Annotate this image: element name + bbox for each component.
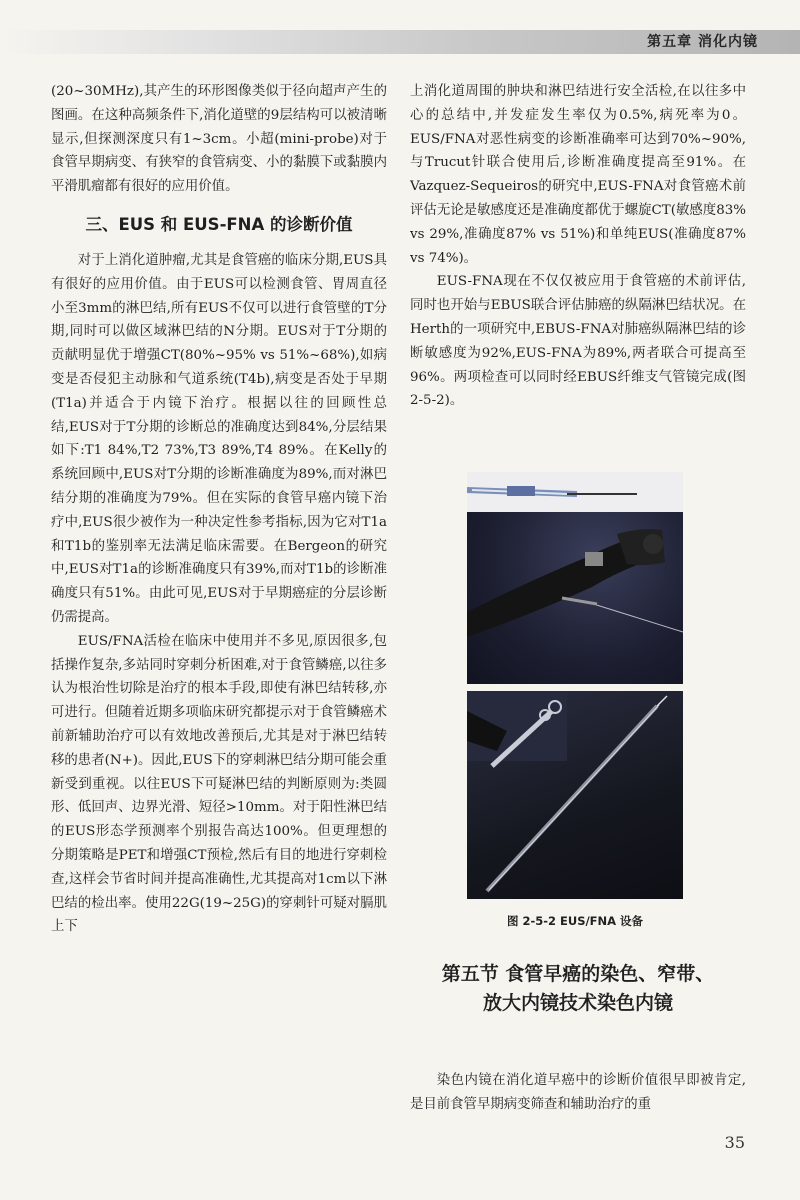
figure-photo-endoscope-tip <box>467 472 683 684</box>
figure-photo-fna-needle <box>467 691 683 899</box>
section-five-heading-line2: 放大内镜技术染色内镜 <box>482 992 673 1014</box>
paragraph-eus-fna: EUS/FNA活检在临床中使用并不多见,原因很多,包括操作复杂,多站同时穿刺分析困难,对于食管鳞癌,以往多认为根治性切除是治疗的根本手段,即使有淋巴结转移,亦可进行。但随着近期多项临床研究都提示对于食管鳞癌术前新辅助治疗可以有效地改善预后,尤其是对于淋巴结转移的患者(N+)。因此,EUS下的穿刺淋巴结分期可能会重新受到重视。以往EUS下可疑淋巴结的判断原则为:类圆形、低回声、边界光滑、短径>10mm。对于阳性淋巴结的EUS形态学预测率个别报告高达100%。但更理想的分期策略是PET和增强CT预检,然后有目的地进行穿刺检查,这样会节省时间并提高准确性,尤其提高对1cm以下淋巴结的检出率。使用22G(19~25G)的穿刺针可疑对膈肌上下 <box>51 633 387 935</box>
page-number: 35 <box>724 1133 745 1152</box>
chapter-title: 第五章 消化内镜 <box>647 34 758 50</box>
paragraph-continued: 上消化道周围的肿块和淋巴结进行安全活检,在以往多中心的总结中,并发症发生率仅为0.5%,病死率为0。EUS/FNA对恶性病变的诊断准确率可达到70%~90%,与Trucut针联合使用后,诊断准确度提高至91%。在Vazquez-Sequeiros的研究中,EUS-FNA对食管癌术前评估无论是敏感度还是准确度都优于螺旋CT(敏感度83% vs 29%,准确度87% vs 51%)和单纯EUS(准确度87% vs 74%)。 <box>410 84 746 266</box>
left-column <box>51 80 387 939</box>
paragraph-chromoendoscopy: 染色内镜在消化道早癌中的诊断价值很早即被肯定,是目前食管早期病变筛查和辅助治疗的重 <box>410 1073 746 1112</box>
section-five-body <box>410 1069 746 1117</box>
paragraph-intro: (20~30MHz),其产生的环形图像类似于径向超声产生的图画。在这种高频条件下,消化道壁的9层结构可以被清晰显示,但探测深度只有1~3cm。小超(mini-probe)对于食管早期病变、有狭窄的食管病变、小的黏膜下或黏膜内平滑肌瘤都有很好的应用价值。 <box>51 84 387 195</box>
right-column <box>410 80 746 413</box>
paragraph-ebus: EUS-FNA现在不仅仅被应用于食管癌的术前评估,同时也开始与EBUS联合评估肺癌的纵隔淋巴结状况。在Herth的一项研究中,EBUS-FNA对肺癌纵隔淋巴结的诊断敏感度为92%,EUS-FNA为89%,两者联合可提高至96%。两项检查可以同时经EBUS纤维支气管镜完成(图2-5-2)。 <box>410 274 746 409</box>
paragraph-eus-staging: 对于上消化道肿瘤,尤其是食管癌的临床分期,EUS具有很好的应用价值。由于EUS可以检测食管、胃周直径小至3mm的淋巴结,所有EUS不仅可以进行食管壁的T分期,同时可以做区域淋巴结的N分期。EUS对于T分期的贡献明显优于增强CT(80%~95% vs 51%~68%),如病变是否侵犯主动脉和气道系统(T4b),病变是否处于早期(T1a)并适合于内镜下治疗。根据以往的回顾性总结,EUS对于T分期的诊断总的准确度达到84%,分层结果如下:T1 84%,T2 73%,T3 89%,T4 89%。在Kelly的系统回顾中,EUS对T分期的诊断准确度为89%,而对淋巴结分期的准确度为79%。但在实际的食管早癌内镜下治疗中,EUS很少被作为一种决定性参考指标,因为它对T1a和T1b的鉴别率无法满足临床需要。在Bergeon的研究中,EUS对T1a的诊断准确度只有39%,而对T1b的诊断准确度只有51%。由此可见,EUS对于早期癌症的分层诊断仍需提高。 <box>51 252 387 625</box>
figure-caption: 图 2-5-2 EUS/FNA 设备 <box>506 914 644 928</box>
section-five-heading-line1: 第五节 食管早癌的染色、窄带、 <box>441 963 715 985</box>
section-five-heading <box>410 960 746 1018</box>
section-heading-eus: 三、EUS 和 EUS-FNA 的诊断价值 <box>85 214 353 234</box>
